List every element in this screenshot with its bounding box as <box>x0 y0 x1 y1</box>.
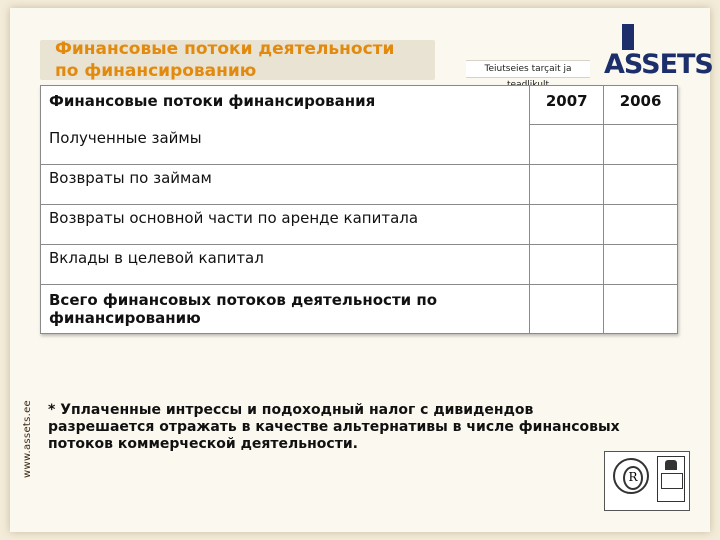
table-row <box>41 205 678 245</box>
table-header-label: Финансовые потоки финансирования <box>41 86 530 125</box>
row-value-2006 <box>604 245 678 285</box>
table-row <box>41 125 678 165</box>
row-label: Возвраты по займам <box>41 165 530 205</box>
tick-box-icon <box>661 473 683 489</box>
crown-icon <box>665 460 677 470</box>
total-value-2006 <box>604 285 678 334</box>
row-value-2007 <box>530 125 604 165</box>
row-value-2007 <box>530 165 604 205</box>
row-value-2006 <box>604 205 678 245</box>
row-value-2006 <box>604 165 678 205</box>
table-header-row <box>41 86 678 125</box>
logo-mark <box>622 24 634 50</box>
certification-badge <box>604 451 690 511</box>
tagline: Teiutseies tarçait ja <box>466 60 590 78</box>
row-value-2006 <box>604 125 678 165</box>
side-website-url: www.assets.ee <box>22 399 33 478</box>
cash-flow-table <box>40 85 678 334</box>
table-header-year-2006: 2006 <box>604 86 678 125</box>
table-total-row <box>41 285 678 334</box>
table-row <box>41 165 678 205</box>
footnote: * Уплаченные интрессы и подоходный налог с дивидендов разрешается отражать в качестве альтернативы в числе финансовых потоков коммерческой деятельности. <box>48 402 620 452</box>
row-label: Полученные займы <box>41 125 530 165</box>
row-label: Вклады в целевой капитал <box>41 245 530 285</box>
certificate-letter: R <box>623 466 643 490</box>
table-row <box>41 245 678 285</box>
row-value-2007 <box>530 245 604 285</box>
row-label: Возвраты основной части по аренде капитала <box>41 205 530 245</box>
page-title: Финансовые потоки деятельности по финансированию <box>55 39 395 81</box>
total-value-2007 <box>530 285 604 334</box>
total-label: Всего финансовых потоков деятельности по финансированию <box>41 285 530 334</box>
row-value-2007 <box>530 205 604 245</box>
ukas-quality-mark-icon <box>657 456 685 502</box>
registered-certificate-icon <box>613 458 649 494</box>
table-header-year-2007: 2007 <box>530 86 604 125</box>
assets-logo: ASSETS <box>604 49 713 80</box>
